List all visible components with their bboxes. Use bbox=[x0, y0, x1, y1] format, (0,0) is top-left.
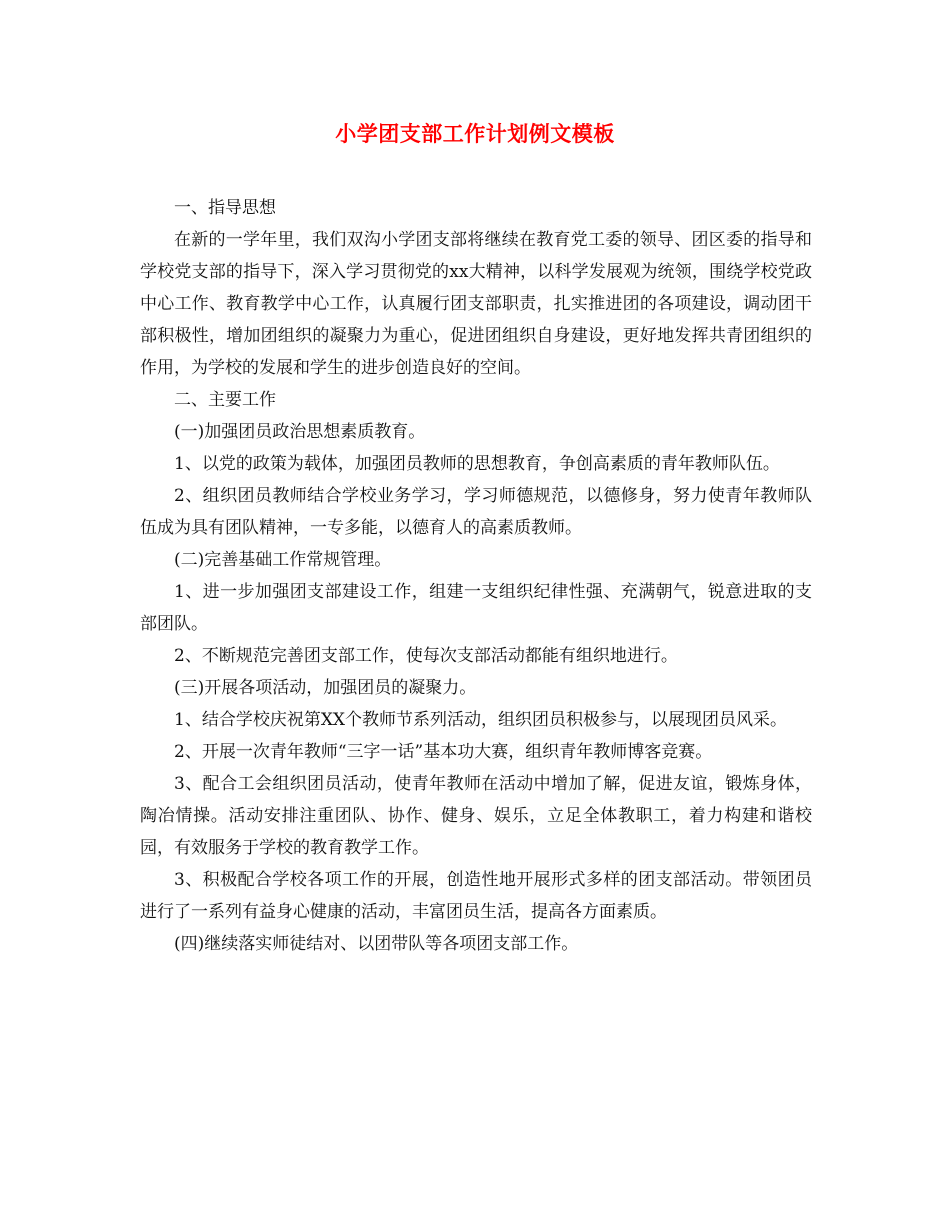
document-title: 小学团支部工作计划例文模板 bbox=[335, 121, 615, 146]
list-item: 1、结合学校庆祝第XX个教师节系列活动，组织团员积极参与，以展现团员风采。 bbox=[174, 710, 788, 730]
list-item: 1、进一步加强团支部建设工作，组建一支组织纪律性强、充满朝气，锐意进取的支部团队。 bbox=[140, 582, 812, 634]
list-item: 3、积极配合学校各项工作的开展，创造性地开展形式多样的团支部活动。带领团员进行了一系列有益身心健康的活动，丰富团员生活，提高各方面素质。 bbox=[140, 870, 812, 922]
list-item: 2、不断规范完善团支部工作，使每次支部活动都能有组织地进行。 bbox=[174, 646, 678, 666]
list-item: 1、以党的政策为载体，加强团员教师的思想教育，争创高素质的青年教师队伍。 bbox=[174, 454, 780, 474]
paragraph-guiding-ideology: 在新的一学年里，我们双沟小学团支部将继续在教育党工委的领导、团区委的指导和学校党支部的指导下，深入学习贯彻党的xx大精神，以科学发展观为统领，围绕学校党政中心工作、教育教学中心工作，认真履行团支部职责，扎实推进团的各项建设，调动团干部积极性，增加团组织的凝聚力为重心，促进团组织自身建设，更好地发挥共青团组织的作用，为学校的发展和学生的进步创造良好的空间。 bbox=[140, 230, 812, 378]
subsection-heading-4: (四)继续落实师徒结对、以团带队等各项团支部工作。 bbox=[174, 934, 579, 954]
subsection-heading-2: (二)完善基础工作常规管理。 bbox=[174, 550, 392, 570]
list-item: 2、组织团员教师结合学校业务学习，学习师德规范，以德修身，努力使青年教师队伍成为具有团队精神，一专多能，以德育人的高素质教师。 bbox=[140, 486, 812, 538]
section-heading-main-work: 二、主要工作 bbox=[174, 390, 276, 410]
section-heading-guiding-ideology: 一、指导思想 bbox=[174, 198, 276, 218]
list-item: 3、配合工会组织团员活动，使青年教师在活动中增加了解，促进友谊，锻炼身体，陶冶情操。活动安排注重团队、协作、健身、娱乐，立足全体教职工，着力构建和谐校园，有效服务于学校的教育教学工作。 bbox=[140, 774, 812, 858]
subsection-heading-3: (三)开展各项活动，加强团员的凝聚力。 bbox=[174, 678, 477, 698]
document-body bbox=[140, 192, 812, 960]
list-item: 2、开展一次青年教师“三字一话”基本功大赛，组织青年教师博客竞赛。 bbox=[174, 742, 713, 762]
subsection-heading-1: (一)加强团员政治思想素质教育。 bbox=[174, 422, 426, 442]
